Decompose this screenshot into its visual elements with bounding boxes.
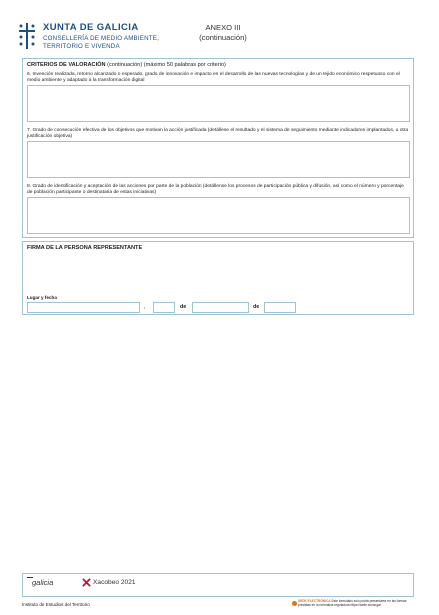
criterion-8-field[interactable] (27, 197, 410, 234)
month-field[interactable] (192, 302, 249, 313)
org-title: XUNTA DE GALICIA (43, 22, 139, 33)
document-header (0, 0, 439, 60)
org-sub-line1: CONSELLERÍA DE MEDIO AMBIENTE, (43, 35, 160, 42)
sede-electronica-icon (292, 601, 297, 606)
annex-heading (178, 23, 268, 42)
xacobeo-logo: Xacobeo 2021 (93, 579, 136, 586)
criteria-title (27, 62, 226, 68)
criteria-note: (continuación) (máximo 50 palabras por criterio) (107, 62, 226, 68)
sede-text: Este formulario solo podrá presentarse en las formas previstas en la normativa reguladora (298, 599, 407, 607)
footer-logos-box (22, 573, 414, 597)
criteria-title-text: CRITERIOS DE VALORACIÓN (27, 62, 106, 68)
place-field[interactable] (27, 302, 140, 313)
org-subtitle (43, 35, 159, 50)
comma-separator: , (144, 304, 146, 310)
sede-label: SEDE ELECTRÓNICA (298, 599, 331, 603)
criterion-7-field[interactable] (27, 141, 410, 178)
sede-electronica-note (298, 600, 418, 608)
xacobeo-logo-icon (82, 578, 91, 587)
criterion-8-text: 8. Grado de identificación y aceptación de las acciones por parte de la población (detállense los procesos de participación pública y difusión, así como el número y porcentaje de población participante o destinataria de estas iniciativas) (27, 184, 404, 196)
year-field[interactable] (264, 302, 296, 313)
criterion-7-text: 7. Grado de consecución efectiva de los objetivos que motivan la acción justificada (detállese el resultado y el sistema de seguimiento mediante indicadores implantados, u otra justificación objetiva) (27, 128, 409, 140)
sede-url[interactable]: https://sede.xunta.gal (350, 602, 381, 607)
place-date-label: Lugar y fecha (27, 295, 57, 300)
day-field[interactable] (153, 302, 175, 313)
institute-name: Instituto de Estudios del Territorio (22, 602, 90, 607)
de-separator-2: de (253, 304, 260, 310)
criterion-6-field[interactable] (27, 85, 410, 122)
signature-title: FIRMA DE LA PERSONA REPRESENTANTE (27, 245, 143, 251)
criterion-6-text: 6. Invención realizada, retorno alcanzado o esperado, grado de innovación e impacto en el desarrollo de las nuevas tecnologías y de un tejido económico respetuoso con el medio ambiente y adaptado a la transformación digital (27, 72, 400, 84)
galicia-logo: galicia (32, 578, 54, 587)
annex-subtitle: (continuación) (199, 32, 247, 42)
org-sub-line2: TERRITORIO E VIVENDA (43, 42, 120, 50)
de-separator-1: de (180, 304, 187, 310)
xunta-galicia-logo-icon (17, 22, 37, 50)
annex-title: ANEXO III (205, 23, 241, 32)
